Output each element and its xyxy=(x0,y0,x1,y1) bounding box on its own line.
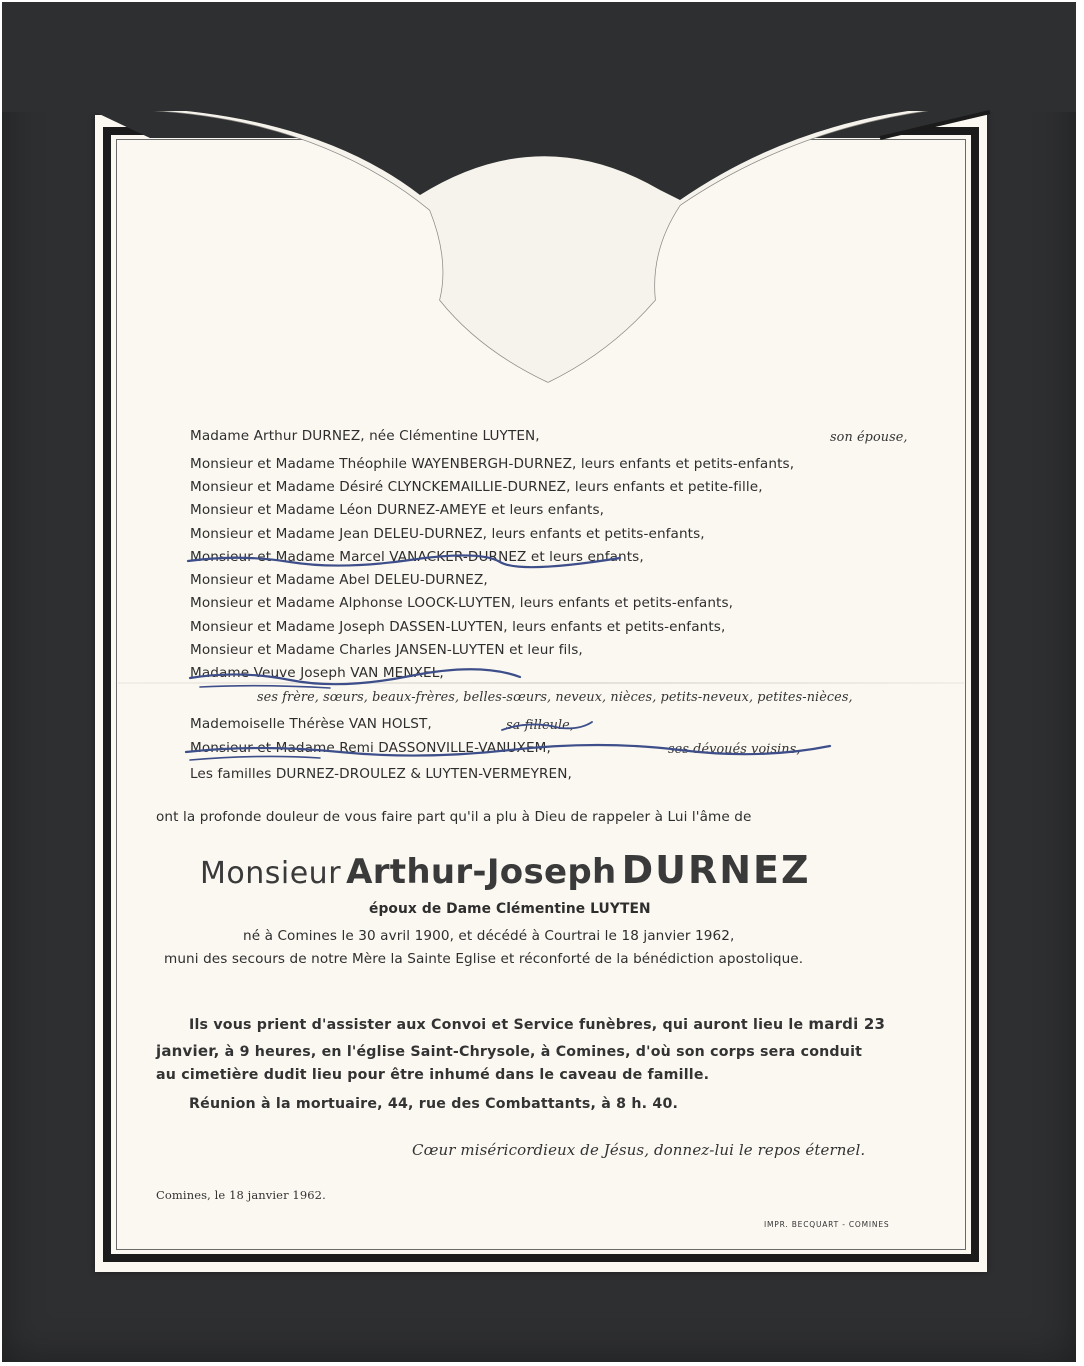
mourner-line-10: Monsieur et Madame Charles JANSEN-LUYTEN et leur fils, xyxy=(190,642,583,658)
service-day: mardi 23 xyxy=(808,1015,886,1033)
deceased-title: Monsieur xyxy=(200,856,342,891)
mourner-line-11-struck: Madame Veuve Joseph VAN MENXEL, xyxy=(190,665,444,681)
mourner-line-7: Monsieur et Madame Abel DELEU-DURNEZ, xyxy=(190,572,488,588)
mourner-neighbours-struck: Monsieur et Madame Remi DASSONVILLE-VANUXEM, xyxy=(190,740,551,756)
service-month: janvier, xyxy=(156,1042,220,1060)
mourner-line-3: Monsieur et Madame Désiré CLYNCKEMAILLIE-DURNEZ, leurs enfants et petite-fille, xyxy=(190,479,763,495)
service-line-1 xyxy=(189,1011,885,1039)
spouse-line: époux de Dame Clémentine LUYTEN xyxy=(369,901,651,917)
prayer-line: Cœur miséricordieux de Jésus, donnez-lui le repos éternel. xyxy=(412,1141,866,1159)
fold-crease xyxy=(118,682,964,684)
goddaughter-relation: sa filleule, xyxy=(506,718,575,733)
mourner-line-5: Monsieur et Madame Jean DELEU-DURNEZ, leurs enfants et petits-enfants, xyxy=(190,526,705,542)
mourner-relation-1: son épouse, xyxy=(830,430,908,445)
mourner-line-4: Monsieur et Madame Léon DURNEZ-AMEYE et leurs enfants, xyxy=(190,502,605,518)
mourner-line-6-struck: Monsieur et Madame Marcel VANACKER-DURNEZ et leurs enfants, xyxy=(190,549,644,565)
birth-death-line: né à Comines le 30 avril 1900, et décédé à Courtrai le 18 janvier 1962, xyxy=(243,928,735,944)
place-date: Comines, le 18 janvier 1962. xyxy=(156,1188,326,1202)
mourner-line-2: Monsieur et Madame Théophile WAYENBERGH-DURNEZ, leurs enfants et petits-enfants, xyxy=(190,456,795,472)
announcement-line: ont la profonde douleur de vous faire part qu'il a plu à Dieu de rappeler à Lui l'âme de xyxy=(156,809,752,825)
mourner-goddaughter: Mademoiselle Thérèse VAN HOLST, xyxy=(190,716,432,732)
service-line-2-text: à 9 heures, en l'église Saint-Chrysole, à Comines, d'où son corps sera conduit xyxy=(219,1044,863,1060)
service-line-3: au cimetière dudit lieu pour être inhumé dans le caveau de famille. xyxy=(156,1067,710,1083)
deceased-given-names: Arthur-Joseph xyxy=(346,852,617,892)
reunion-line: Réunion à la mortuaire, 44, rue des Combattants, à 8 h. 40. xyxy=(189,1096,679,1112)
printer-mark: IMPR. BECQUART - COMINES xyxy=(764,1220,890,1229)
deceased-surname: DURNEZ xyxy=(621,848,811,892)
deceased-name-heading xyxy=(200,848,811,892)
mourner-families: Les familles DURNEZ-DROULEZ & LUYTEN-VERMEYREN, xyxy=(190,766,572,782)
family-relations: ses frère, sœurs, beaux-frères, belles-sœurs, neveux, nièces, petits-neveux, petites-nièces, xyxy=(257,690,853,705)
neighbours-relation-struck: ses dévoués voisins, xyxy=(668,742,801,757)
sacraments-line: muni des secours de notre Mère la Sainte Eglise et réconforté de la bénédiction apostolique. xyxy=(164,951,804,967)
mourner-line-1: Madame Arthur DURNEZ, née Clémentine LUYTEN, xyxy=(190,428,540,444)
mourner-line-8: Monsieur et Madame Alphonse LOOCK-LUYTEN, leurs enfants et petits-enfants, xyxy=(190,595,734,611)
service-line-1-text: Ils vous prient d'assister aux Convoi et Service funèbres, qui auront lieu le xyxy=(189,1017,809,1033)
mourner-line-9: Monsieur et Madame Joseph DASSEN-LUYTEN, leurs enfants et petits-enfants, xyxy=(190,619,726,635)
